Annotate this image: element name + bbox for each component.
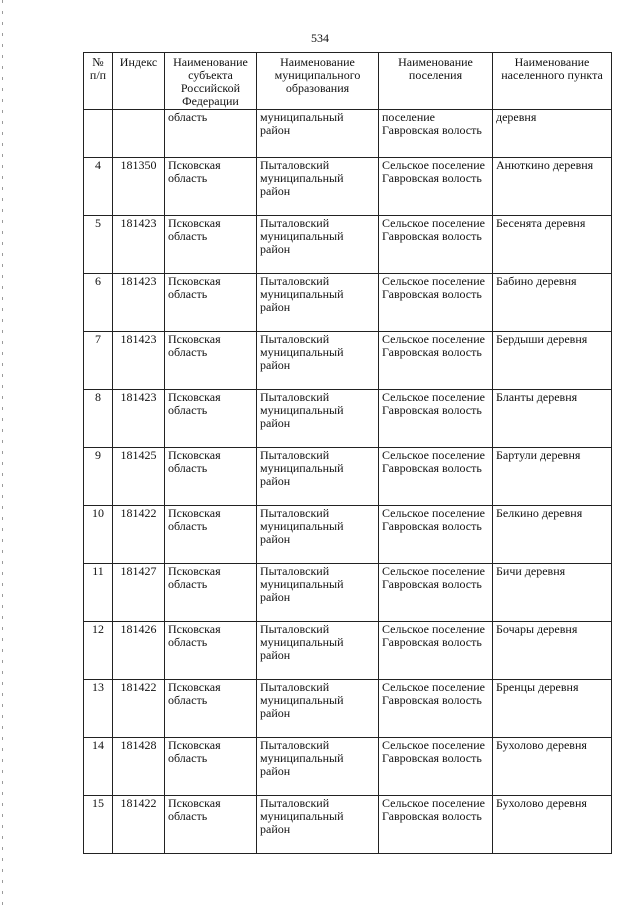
cell-index: 181423 — [113, 274, 165, 332]
cell-locality: Бланты деревня — [493, 390, 612, 448]
cell-locality: Бесенята деревня — [493, 216, 612, 274]
cell-locality: Бухолово деревня — [493, 738, 612, 796]
table-header — [84, 53, 612, 110]
cell-municipality: Пыталовский муниципальный район — [257, 796, 379, 854]
cell-municipality: Пыталовский муниципальный район — [257, 738, 379, 796]
cell-settlement: Сельское поселение Гавровская волость — [379, 216, 493, 274]
cell-num — [84, 110, 113, 158]
cell-index: 181350 — [113, 158, 165, 216]
cell-municipality: Пыталовский муниципальный район — [257, 390, 379, 448]
cell-locality: Белкино деревня — [493, 506, 612, 564]
cell-subject: Псковская область — [165, 796, 257, 854]
cell-num: 9 — [84, 448, 113, 506]
header-index: Индекс — [113, 53, 165, 110]
page-number: 534 — [311, 31, 329, 45]
cell-settlement: Сельское поселение Гавровская волость — [379, 564, 493, 622]
cell-subject: Псковская область — [165, 332, 257, 390]
header-locality: Наименование населенного пункта — [493, 53, 612, 110]
cell-settlement: Сельское поселение Гавровская волость — [379, 158, 493, 216]
cell-locality: Бочары деревня — [493, 622, 612, 680]
cell-locality: деревня — [493, 110, 612, 158]
cell-settlement: Сельское поселение Гавровская волость — [379, 680, 493, 738]
cell-index: 181422 — [113, 680, 165, 738]
cell-municipality: Пыталовский муниципальный район — [257, 564, 379, 622]
cell-index: 181423 — [113, 216, 165, 274]
cell-subject: Псковская область — [165, 158, 257, 216]
cell-subject: Псковская область — [165, 738, 257, 796]
cell-settlement: Сельское поселение Гавровская волость — [379, 448, 493, 506]
cell-num: 12 — [84, 622, 113, 680]
cell-municipality: Пыталовский муниципальный район — [257, 506, 379, 564]
cell-locality: Бухолово деревня — [493, 796, 612, 854]
table-row — [84, 332, 612, 390]
cell-index: 181425 — [113, 448, 165, 506]
cell-subject: Псковская область — [165, 680, 257, 738]
cell-subject: Псковская область — [165, 274, 257, 332]
table-row — [84, 158, 612, 216]
cell-num: 8 — [84, 390, 113, 448]
cell-index: 181427 — [113, 564, 165, 622]
cell-settlement: Сельское поселение Гавровская волость — [379, 796, 493, 854]
table-row — [84, 680, 612, 738]
scan-edge-marks — [2, 0, 3, 905]
cell-municipality: Пыталовский муниципальный район — [257, 680, 379, 738]
cell-locality: Бартули деревня — [493, 448, 612, 506]
cell-settlement: Сельское поселение Гавровская волость — [379, 332, 493, 390]
cell-num: 13 — [84, 680, 113, 738]
cell-index: 181423 — [113, 390, 165, 448]
cell-num: 15 — [84, 796, 113, 854]
cell-locality: Анюткино деревня — [493, 158, 612, 216]
cell-index: 181426 — [113, 622, 165, 680]
cell-num: 4 — [84, 158, 113, 216]
table-body — [84, 110, 612, 854]
cell-index: 181422 — [113, 506, 165, 564]
cell-num: 10 — [84, 506, 113, 564]
cell-subject: Псковская область — [165, 216, 257, 274]
cell-num: 7 — [84, 332, 113, 390]
table-row — [84, 506, 612, 564]
table-row — [84, 796, 612, 854]
cell-num: 5 — [84, 216, 113, 274]
cell-num: 14 — [84, 738, 113, 796]
cell-municipality: Пыталовский муниципальный район — [257, 216, 379, 274]
cell-settlement: Сельское поселение Гавровская волость — [379, 738, 493, 796]
cell-municipality: Пыталовский муниципальный район — [257, 332, 379, 390]
cell-subject: Псковская область — [165, 564, 257, 622]
cell-subject: Псковская область — [165, 506, 257, 564]
cell-settlement: поселение Гавровская волость — [379, 110, 493, 158]
cell-locality: Бердыши деревня — [493, 332, 612, 390]
cell-subject: Псковская область — [165, 622, 257, 680]
continuation-row — [84, 110, 612, 158]
cell-municipality: Пыталовский муниципальный район — [257, 448, 379, 506]
cell-locality: Бренцы деревня — [493, 680, 612, 738]
cell-municipality: Пыталовский муниципальный район — [257, 274, 379, 332]
cell-locality: Бичи деревня — [493, 564, 612, 622]
cell-settlement: Сельское поселение Гавровская волость — [379, 506, 493, 564]
header-settlement: Наименование поселения — [379, 53, 493, 110]
table-row — [84, 738, 612, 796]
cell-num: 6 — [84, 274, 113, 332]
cell-municipality: Пыталовский муниципальный район — [257, 158, 379, 216]
cell-subject: Псковская область — [165, 390, 257, 448]
cell-index: 181422 — [113, 796, 165, 854]
cell-index — [113, 110, 165, 158]
cell-subject: область — [165, 110, 257, 158]
table-row — [84, 564, 612, 622]
header-row — [84, 53, 612, 110]
cell-index: 181423 — [113, 332, 165, 390]
cell-index: 181428 — [113, 738, 165, 796]
table-row — [84, 216, 612, 274]
cell-municipality: муниципальный район — [257, 110, 379, 158]
cell-settlement: Сельское поселение Гавровская волость — [379, 390, 493, 448]
table-row — [84, 390, 612, 448]
table-row — [84, 274, 612, 332]
cell-settlement: Сельское поселение Гавровская волость — [379, 622, 493, 680]
cell-locality: Бабино деревня — [493, 274, 612, 332]
cell-settlement: Сельское поселение Гавровская волость — [379, 274, 493, 332]
table-row — [84, 448, 612, 506]
cell-subject: Псковская область — [165, 448, 257, 506]
header-municipality: Наименование муниципального образования — [257, 53, 379, 110]
locality-registry-table — [83, 52, 612, 854]
header-subject: Наименование субъекта Российской Федерации — [165, 53, 257, 110]
header-num: № п/п — [84, 53, 113, 110]
cell-municipality: Пыталовский муниципальный район — [257, 622, 379, 680]
cell-num: 11 — [84, 564, 113, 622]
table-row — [84, 622, 612, 680]
